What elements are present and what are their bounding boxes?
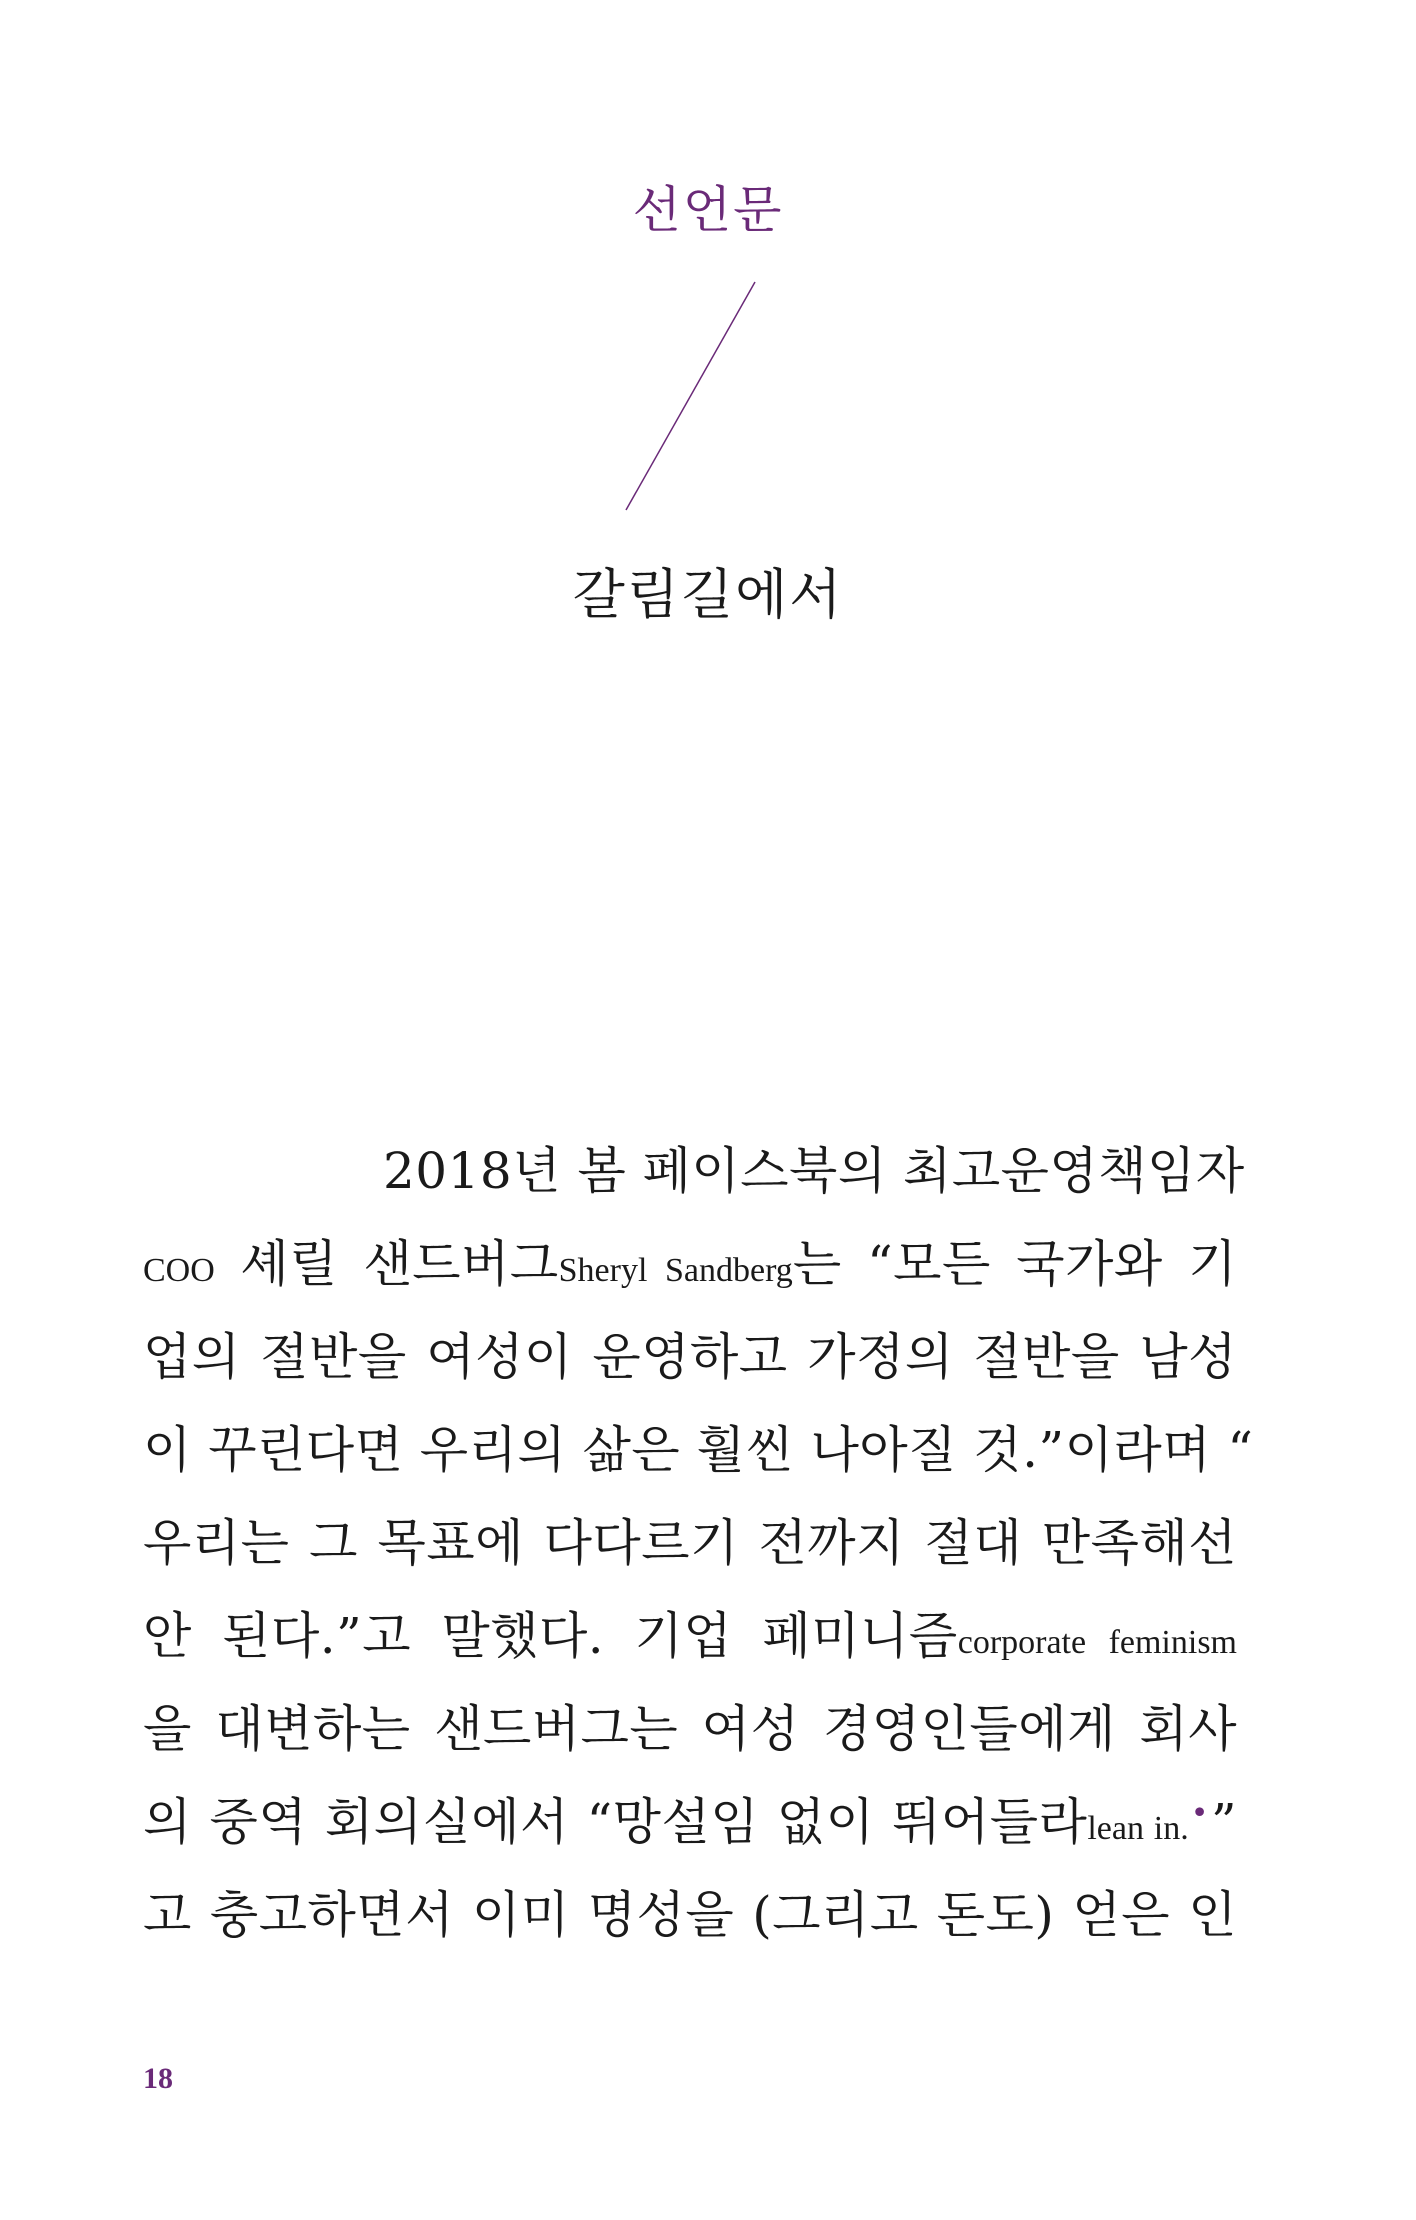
footnote-marker: •: [1190, 1796, 1209, 1831]
body-line-8: [143, 1776, 1237, 1869]
body-latin-term: corporate feminism: [957, 1624, 1238, 1661]
body-text-segment: 업의 절반을 여성이 운영하고 가정의 절반을 남성: [143, 1328, 1237, 1386]
body-text-segment: 2018년 봄 페이스북의 최고운영책임자: [383, 1142, 1245, 1200]
body-text-segment: 고 충고하면서 이미 명성을 (그리고 돈도) 얻은 인: [143, 1886, 1237, 1944]
body-text-segment: ”: [1210, 1793, 1237, 1851]
body-line-1: [143, 1125, 1245, 1218]
page-number: 18: [143, 2062, 173, 2095]
diagonal-divider: [0, 0, 1416, 600]
body-text-segment: 의 중역 회의실에서 “망설임 없이 뛰어들라: [143, 1793, 1088, 1851]
body-text-segment: 우리는 그 목표에 다다르기 전까지 절대 만족해선: [143, 1514, 1237, 1572]
divider-line: [626, 282, 755, 510]
body-text-segment: 는 “모든 국가와 기: [792, 1235, 1237, 1293]
body-line-3: [143, 1311, 1237, 1404]
body-line-6: [143, 1590, 1237, 1683]
body-line-9: [143, 1869, 1237, 1962]
body-text: [143, 1125, 1254, 1962]
body-line-2: [143, 1218, 1237, 1311]
body-latin-term: Sheryl Sandberg: [558, 1252, 793, 1289]
body-text-segment: 안 된다.”고 말했다. 기업 페미니즘: [143, 1607, 958, 1665]
body-line-7: [143, 1683, 1237, 1776]
chapter-title: 갈림길에서: [572, 563, 844, 626]
body-line-4: [143, 1404, 1254, 1497]
body-line-5: [143, 1497, 1237, 1590]
body-text-segment: 을 대변하는 샌드버그는 여성 경영인들에게 회사: [143, 1700, 1237, 1758]
body-latin-term: lean in.: [1087, 1810, 1189, 1847]
body-latin-term: COO: [143, 1252, 215, 1289]
chapter-label: 선언문: [632, 181, 784, 239]
body-text-segment: 셰릴 샌드버그: [240, 1235, 559, 1293]
body-text-segment: 이 꾸린다면 우리의 삶은 훨씬 나아질 것.”이라며 “: [143, 1421, 1254, 1479]
